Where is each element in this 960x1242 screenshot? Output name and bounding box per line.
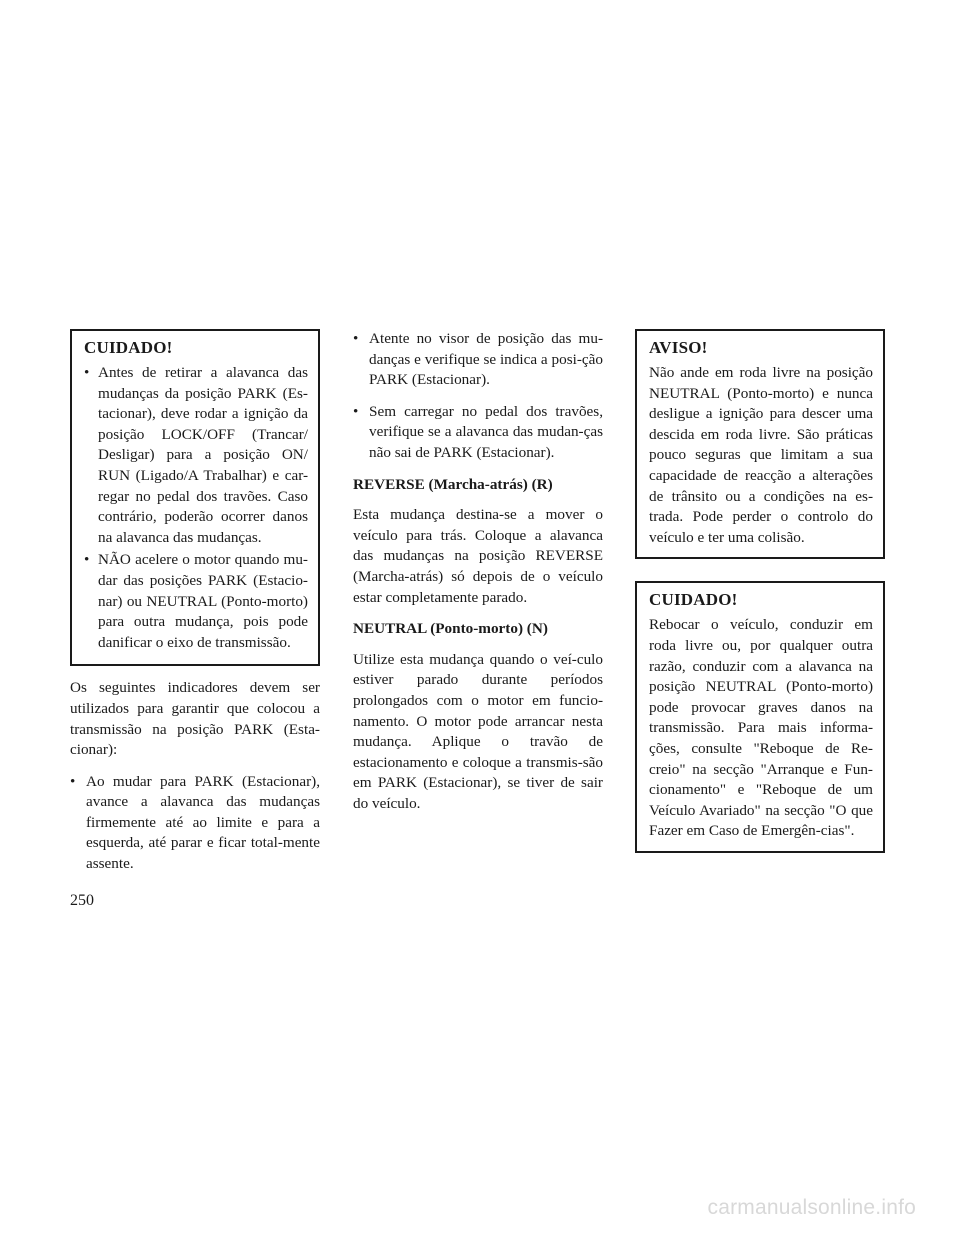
caution-item: • NÃO acelere o motor quando mu-dar das posições PARK (Estacio-nar) ou NEUTRAL (Ponto-morto) para outra mudança, pois pode danificar o eixo de transmissão. <box>84 550 308 653</box>
warning-box <box>635 329 885 559</box>
list-item: • Atente no visor de posição das mu-danças e verifique se indica a posi-ção PARK (Estacionar). <box>353 329 603 391</box>
warning-title: AVISO! <box>649 338 708 357</box>
caution-text: Rebocar o veículo, conduzir em roda livre ou, por qualquer outra razão, conduzir com a alavanca na posição NEUTRAL (Ponto-morto) pode provocar graves danos na transmissão. Para mais informa-ções, consulte "Reboque de Re-creio" na secção "Arranque e Fun-cionamento" e "Reboque de um Veículo Avariado" na secção "O que Fazer em Caso de Emergên-cias". <box>649 616 873 840</box>
caution-item: • Antes de retirar a alavanca das mudanças da posição PARK (Es-tacionar), deve rodar a ignição da posição LOCK/OFF (Trancar/ Desligar) para a posição ON/ RUN (Ligado/A Trabalhar) e car-regar no pedal dos travões. Caso contrário, poderão ocorrer danos na alavanca das mudanças. <box>84 363 308 548</box>
park-bullet-list <box>70 772 320 875</box>
watermark: carmanualsonline.info <box>707 1196 916 1219</box>
neutral-heading: NEUTRAL (Ponto-morto) (N) <box>353 620 548 638</box>
reverse-heading: REVERSE (Marcha-atrás) (R) <box>353 475 553 493</box>
caution-list <box>84 363 308 653</box>
column-right <box>635 329 885 853</box>
warning-text: Não ande em roda livre na posição NEUTRAL (Ponto-morto) e nunca desligue a ignição para descer uma descida em roda livre. São práticas pouco seguras que limitam a sua capacidade de reacção a alterações de trânsito ou a condições na es-trada. Pode perder o controlo do veículo e ter uma colisão. <box>649 364 873 546</box>
reverse-paragraph: Esta mudança destina-se a mover o veículo para trás. Coloque a alavanca das mudanças na posição REVERSE (Marcha-atrás) só depois de o veículo estar completamente parado. <box>353 506 603 606</box>
neutral-paragraph: Utilize esta mudança quando o veí-culo estiver parado durante períodos prolongados com o motor em funcio-namento. O motor pode arrancar nesta mudança. Aplique o travão de estacionamento e coloque a transmis-são em PARK (Estacionar), se tiver de sair do veículo. <box>353 650 603 812</box>
list-item: • Sem carregar no pedal dos travões, verifique se a alavanca das mudan-ças não sai de PARK (Estacionar). <box>353 402 603 464</box>
column-left <box>70 329 320 886</box>
caution-box <box>70 329 320 666</box>
list-item: • Ao mudar para PARK (Estacionar), avance a alavanca das mudanças firmemente até ao limite e para a esquerda, até parar e ficar total-mente assente. <box>70 772 320 875</box>
park-bullet-list-continued <box>353 329 603 464</box>
caution-title: CUIDADO! <box>649 590 738 610</box>
park-indicators-paragraph: Os seguintes indicadores devem ser utilizados para garantir que colocou a transmissão na posição PARK (Esta-cionar): <box>70 679 320 759</box>
column-middle <box>353 329 603 825</box>
caution-box-towing <box>635 581 885 853</box>
caution-title: CUIDADO! <box>84 338 173 357</box>
page-number: 250 <box>70 892 94 909</box>
